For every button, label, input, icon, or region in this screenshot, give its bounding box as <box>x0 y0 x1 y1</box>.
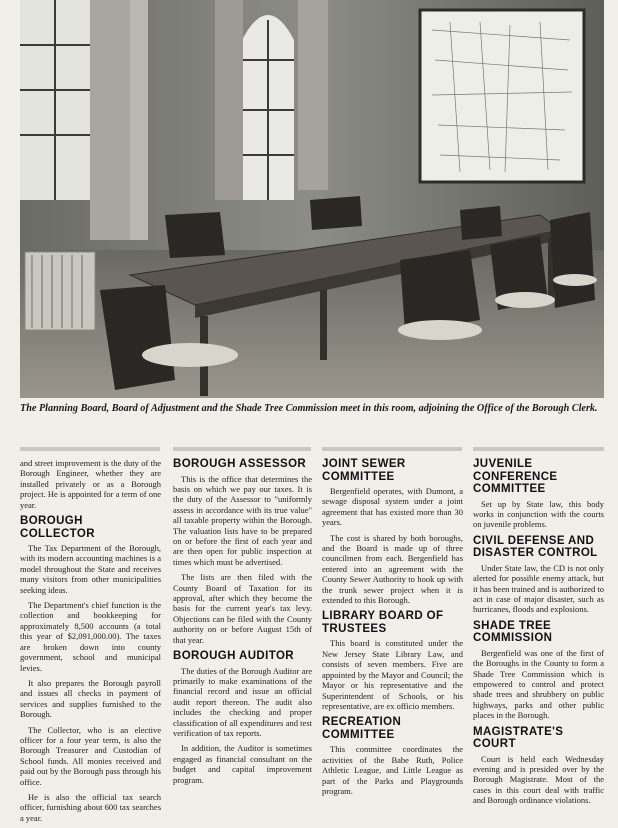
paragraph: Court is held each Wednesday evening and is presided over by the Borough Magistrate. Most of the cases in this court deal with traffic and Borough ordinance violations. <box>473 753 604 806</box>
paragraph: He is also the official tax search officer, furnishing about 600 tax searches a year. <box>20 791 161 823</box>
column-divider <box>20 447 160 451</box>
paragraph: The lists are then filed with the County Board of Taxation for its approval, after which they become the basis for the current year's tax levy. Objections can be filed with the County authority on or before August 15th of that year. <box>173 572 312 645</box>
heading-civil-defense: CIVIL DEFENSE AND DISASTER CONTROL <box>473 534 598 560</box>
column-divider <box>173 447 311 451</box>
heading-recreation-committee: RECREATION COMMITTEE <box>322 716 402 741</box>
heading-borough-auditor: BOROUGH AUDITOR <box>173 650 294 662</box>
heading-juvenile-conference-committee: JUVENILE CONFERENCE COMMITTEE <box>473 458 558 495</box>
column-divider <box>322 447 462 451</box>
heading-borough-assessor: BOROUGH ASSESSOR <box>173 458 307 470</box>
paragraph: Bergenfield was one of the first of the Boroughs in the County to form a Shade Tree Commission which is empowered to control and protect shade trees and shrubbery on public highways, parks and other public places in the Borough. <box>473 647 604 721</box>
column-2 <box>173 458 312 790</box>
paragraph: The Department's chief function is the collection and bookkeeping for approximately 8,500 accounts (a total this year of $2,091,000.00). The taxes are broken down into county government, school and municipal levies. <box>20 600 161 673</box>
paragraph: This board is constituted under the New Jersey State Library Law, and consists of seven members. Five are appointed by the Mayor and Council; the Mayor or his representative and the Superintendent of Schools, or his representative, are ex officio members. <box>322 638 463 711</box>
paragraph: In addition, the Auditor is sometimes engaged as financial consultant on the budget and capital improvement program. <box>173 743 312 785</box>
paragraph: The duties of the Borough Auditor are primarily to make examinations of the financial record and issue an official audit report thereon. The audit also includes the checking and proper classification of all expenditures and test verification of tax reports. <box>173 665 312 738</box>
meeting-room-illustration <box>20 0 604 398</box>
paragraph: This is the office that determines the basis on which we pay our taxes. It is the duty of the Assessor to "uniformly assess in accordance with its true value" all taxable property within the Borough. The valuation lists have to be prepared on or before the first of each year and are then open for public inspection at times which must be advertised. <box>173 473 312 567</box>
heading-shade-tree-commission: SHADE TREE COMMISSION <box>473 619 553 645</box>
paragraph: Bergenfield operates, with Dumont, a sewage disposal system under a joint agreement that has existed more than 30 years. <box>322 486 463 528</box>
paragraph: This committee coordinates the activities of the Babe Ruth, Police Athletic League, and Little League as part of the Parks and Playgrounds program. <box>322 744 463 796</box>
paragraph: It also prepares the Borough payroll and issues all checks in payment of services and supplies furnished to the Borough. <box>20 677 161 720</box>
paragraph: The Tax Department of the Borough, with its modern accounting machines is a model throughout the State and receives many visitors from other municipalities seeking ideas. <box>20 543 161 595</box>
heading-borough-collector: BOROUGH COLLECTOR <box>20 515 95 540</box>
heading-joint-sewer-committee: JOINT SEWER COMMITTEE <box>322 458 406 483</box>
heading-magistrates-court: MAGISTRATE'S COURT <box>473 725 564 751</box>
paragraph: Under State law, the CD is not only alerted for possible enemy attack, but it has been trained and is authorized to act in case of major disaster, such as hurricanes, floods and explosions. <box>473 562 604 615</box>
paragraph: The cost is shared by both boroughs, and the Board is made up of three councilmen from each. Bergenfield has entered into an agreement with the County Sewer Authority to hook up with the trunk sewer project when it is extended to this Borough. <box>322 532 463 606</box>
column-4 <box>473 458 604 811</box>
column-3 <box>322 458 463 801</box>
meeting-room-photo <box>20 0 604 398</box>
heading-library-board: LIBRARY BOARD OF TRUSTEES <box>322 610 444 635</box>
column-divider <box>473 447 604 451</box>
column-1 <box>20 458 161 828</box>
paragraph: The Collector, who is an elective officer for a four year term, is also the Borough Treasurer and Custodian of School funds. All monies received and paid out by the Borough pass through his office. <box>20 724 161 787</box>
paragraph: Set up by State law, this body works in conjunction with the courts on juvenile problems. <box>473 498 604 530</box>
paragraph: and street improvement is the duty of the Borough Engineer, whether they are installed privately or as a Borough project. He is appointed for a term of one year. <box>20 458 161 510</box>
photo-caption: The Planning Board, Board of Adjustment and the Shade Tree Commission meet in this room, adjoining the Office of the Borough Clerk. <box>20 403 598 414</box>
